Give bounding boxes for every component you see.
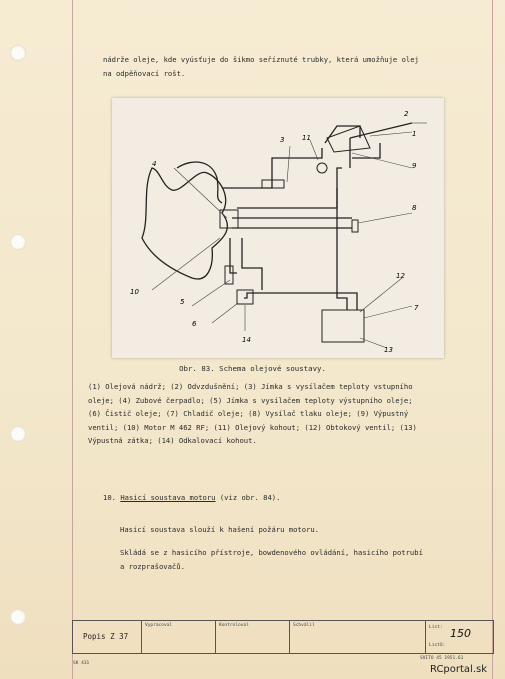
diagram-label: 3 [280,136,285,144]
diagram-label: 9 [412,162,417,170]
title-block [72,620,494,654]
punch-hole [10,45,26,61]
diagram-label: 7 [414,304,419,312]
diagram-label: 10 [130,288,139,296]
diagram-label: 5 [180,298,185,306]
diagram-label: 6 [192,320,197,328]
legend-line: ventil; (10) Motor M 462 RF; (11) Olejový kohout; (12) Obtokový ventil; (13) [88,422,417,432]
section-ref: (viz obr. 84). [219,493,281,502]
margin-line [492,0,493,679]
doc-name: Popis Z 37 [83,632,129,641]
diagram-label: 4 [152,160,157,168]
punch-hole [10,426,26,442]
legend-line: oleje; (4) Zubové čerpadlo; (5) Jímka s vysílačem teploty výstupního oleje; [88,395,413,405]
diagram-drawing [112,98,444,358]
section-heading [103,491,280,504]
field-label: Listů: [429,643,446,648]
field-label: List: [429,625,443,630]
watermark: RCportal.sk [430,664,488,675]
body-line: Hasicí soustava slouží k hašení požáru motoru. [120,525,320,534]
diagram-label: 11 [302,134,311,142]
body-line: Skládá se z hasicího přístroje, bowdenového ovládání, hasicího potrubí [120,548,423,557]
footer-left: SK 431 [73,661,90,666]
diagram-label: 1 [412,130,417,138]
field-label: Kontroloval [219,623,249,628]
field-label: Vypracoval [145,623,173,628]
body-line: nádrže oleje, kde vyúsťuje do šikmo seříznuté trubky, která umožňuje olej [103,55,419,64]
punch-hole [10,234,26,250]
legend-line: (1) Olejová nádrž; (2) Odvzdušnění; (3) Jímka s vysílačem teploty vstupního [88,382,413,391]
footer-right: SVITO 45 1951.61 [420,656,464,661]
diagram-label: 13 [384,346,393,354]
figure-caption: Obr. 83. Schema olejové soustavy. [179,364,326,373]
oil-system-diagram [112,98,444,358]
legend-line: Výpustná zátka; (14) Odkalovací kohout. [88,436,257,446]
diagram-label: 2 [404,110,409,118]
body-line: na odpěňovací rošt. [103,69,186,78]
margin-line [72,0,73,679]
field-label: Schválil [293,623,315,628]
diagram-label: 12 [396,272,405,280]
body-line: a rozprašovačů. [120,562,185,571]
diagram-label: 8 [412,204,417,212]
legend-line: (6) Čistič oleje; (7) Chladič oleje; (8) Vysílač tlaku oleje; (9) Výpustný [88,409,409,419]
section-title: Hasicí soustava motoru [120,493,216,502]
sheet-number: 150 [450,627,471,640]
diagram-label: 14 [242,336,251,344]
punch-hole [10,609,26,625]
section-number: 10. [103,493,116,502]
figure-legend [88,380,488,448]
